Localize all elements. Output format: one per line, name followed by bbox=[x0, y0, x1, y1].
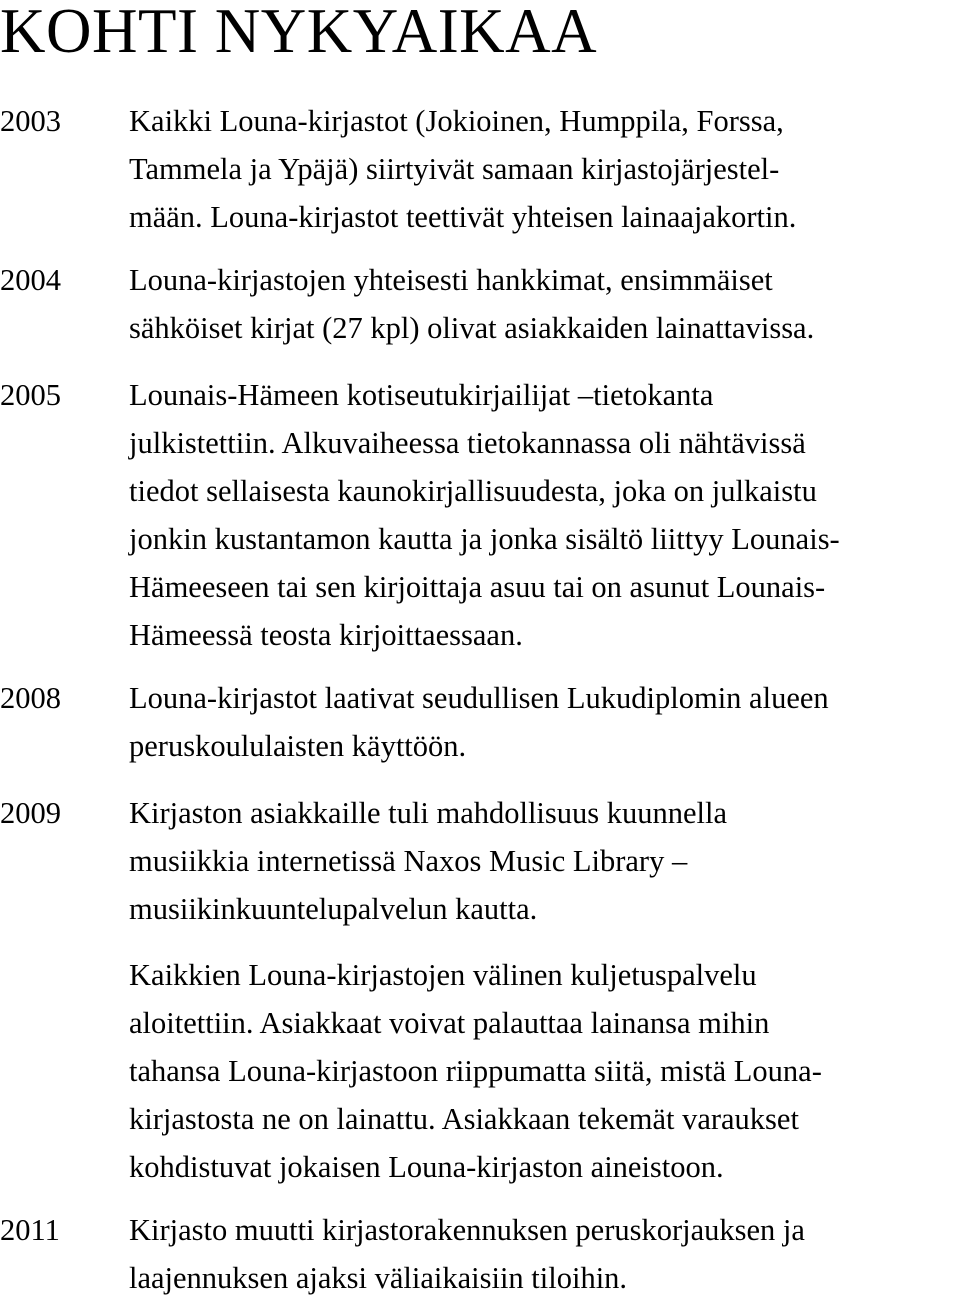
page-title: KOHTI NYKYAIKAA bbox=[0, 0, 598, 66]
text-line: sähköiset kirjat (27 kpl) olivat asiakkaiden lainattavissa. bbox=[129, 311, 815, 345]
entry-paragraph bbox=[129, 674, 960, 770]
text-line: Louna-kirjastot laativat seudullisen Lukudiplomin alueen bbox=[129, 681, 829, 715]
text-line: Lounais-Hämeen kotiseutukirjailijat –tietokanta bbox=[129, 378, 714, 412]
entry-year: 2008 bbox=[0, 681, 61, 715]
text-line: Kaikki Louna-kirjastot (Jokioinen, Humppila, Forssa, bbox=[129, 104, 784, 138]
entry-paragraph bbox=[129, 256, 960, 352]
text-line: kirjastosta ne on lainattu. Asiakkaan tekemät varaukset bbox=[129, 1102, 799, 1136]
text-line: aloitettiin. Asiakkaat voivat palauttaa lainansa mihin bbox=[129, 1006, 770, 1040]
text-line: tiedot sellaisesta kaunokirjallisuudesta, joka on julkaistu bbox=[129, 474, 817, 508]
entry-year: 2011 bbox=[0, 1213, 60, 1247]
text-line: jonkin kustantamon kautta ja jonka sisältö liittyy Lounais- bbox=[129, 522, 840, 556]
text-line: Kirjasto muutti kirjastorakennuksen peruskorjauksen ja bbox=[129, 1213, 805, 1247]
text-line: Louna-kirjastojen yhteisesti hankkimat, ensimmäiset bbox=[129, 263, 773, 297]
text-line: Kaikkien Louna-kirjastojen välinen kuljetuspalvelu bbox=[129, 958, 757, 992]
entry-paragraph bbox=[129, 97, 960, 241]
text-line: mään. Louna-kirjastot teettivät yhteisen lainaajakortin. bbox=[129, 200, 797, 234]
text-line: musiikinkuuntelupalvelun kautta. bbox=[129, 892, 538, 926]
entry-paragraph bbox=[129, 371, 960, 659]
text-line: kohdistuvat jokaisen Louna-kirjaston aineistoon. bbox=[129, 1150, 724, 1184]
text-line: peruskoululaisten käyttöön. bbox=[129, 729, 467, 763]
entry-year: 2009 bbox=[0, 796, 61, 830]
text-line: Kirjaston asiakkaille tuli mahdollisuus kuunnella bbox=[129, 796, 728, 830]
text-line: musiikkia internetissä Naxos Music Library – bbox=[129, 844, 688, 878]
text-line: Hämeessä teosta kirjoittaessaan. bbox=[129, 618, 523, 652]
entry-year: 2004 bbox=[0, 263, 61, 297]
entry-year: 2003 bbox=[0, 104, 61, 138]
text-line: julkistettiin. Alkuvaiheessa tietokannassa oli nähtävissä bbox=[129, 426, 806, 460]
entry-paragraph bbox=[129, 951, 960, 1191]
text-line: Hämeeseen tai sen kirjoittaja asuu tai on asunut Lounais- bbox=[129, 570, 826, 604]
entry-paragraph bbox=[129, 789, 960, 933]
entry-year: 2005 bbox=[0, 378, 61, 412]
text-line: laajennuksen ajaksi väliaikaisiin tiloihin. bbox=[129, 1261, 628, 1295]
text-line: tahansa Louna-kirjastoon riippumatta siitä, mistä Louna- bbox=[129, 1054, 822, 1088]
entry-paragraph bbox=[129, 1206, 960, 1302]
text-line: Tammela ja Ypäjä) siirtyivät samaan kirjastojärjestel- bbox=[129, 152, 780, 186]
